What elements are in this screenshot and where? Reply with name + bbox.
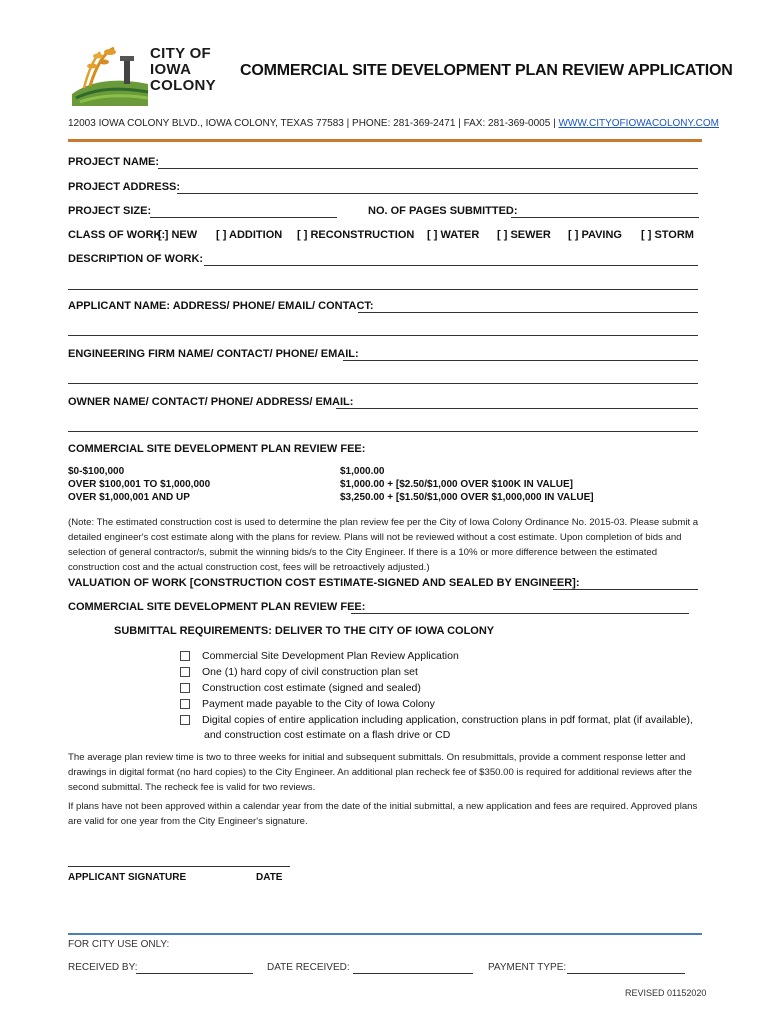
class-option-storm[interactable]: [ ] STORM (641, 229, 694, 241)
checkbox-icon[interactable] (180, 667, 190, 677)
signature-line[interactable] (68, 866, 290, 867)
submittal-item-label: Construction cost estimate (signed and sealed) (202, 682, 421, 694)
submittal-item-label: Commercial Site Development Plan Review Application (202, 650, 459, 662)
applicant-signature-label: APPLICANT SIGNATURE (68, 872, 187, 883)
received-by-field[interactable] (136, 973, 253, 974)
owner-label: OWNER NAME/ CONTACT/ PHONE/ ADDRESS/ EMAIL: (68, 396, 354, 408)
project-size-field[interactable] (150, 217, 337, 218)
owner-field[interactable] (336, 408, 698, 409)
class-option-new[interactable]: [ ] NEW (158, 229, 198, 241)
applicant-field-line-2[interactable] (68, 335, 698, 336)
submittal-item-label: Digital copies of entire application including application, construction plans in pdf format, plat (if available), (202, 714, 693, 726)
logo-line-1: CITY OF (150, 45, 211, 62)
submittal-item-2[interactable] (180, 666, 418, 678)
fee-heading: COMMERCIAL SITE DEVELOPMENT PLAN REVIEW FEE: (68, 443, 366, 455)
page-title: COMMERCIAL SITE DEVELOPMENT PLAN REVIEW APPLICATION (240, 62, 733, 79)
engineering-field-line-2[interactable] (68, 383, 698, 384)
engineering-field[interactable] (343, 360, 698, 361)
engineering-label: ENGINEERING FIRM NAME/ CONTACT/ PHONE/ EMAIL: (68, 348, 359, 360)
submittal-item-4[interactable] (180, 698, 435, 710)
date-received-field[interactable] (353, 973, 473, 974)
fee-range-3: OVER $1,000,001 AND UP (68, 492, 190, 503)
submittal-item-label: One (1) hard copy of civil construction plan set (202, 666, 418, 678)
logo-line-2: IOWA (150, 61, 192, 78)
review-fee-label: COMMERCIAL SITE DEVELOPMENT PLAN REVIEW FEE: (68, 601, 366, 613)
project-address-field[interactable] (177, 193, 698, 194)
submittal-heading: SUBMITTAL REQUIREMENTS: DELIVER TO THE CITY OF IOWA COLONY (114, 625, 495, 637)
submittal-item-3[interactable] (180, 682, 421, 694)
fee-note: (Note: The estimated construction cost is used to determine the plan review fee per the City of Iowa Colony Ordinance No. 2015-03. Please submit a detailed engineer's cost estimate along with the plans for review. Plans will not be reviewed without a cost estimate. Upon completion of bids and selection of general contractor/s, submit the winning bids/s to the City Engineer. If there is a 10% or more difference between the estimated construction cost and the actual construction cost, fees will be retroactively adjusted.) (68, 517, 699, 573)
project-name-field[interactable] (158, 168, 698, 169)
revision-stamp: REVISED 01152020 (625, 988, 707, 998)
project-name-label: PROJECT NAME: (68, 156, 160, 168)
payment-type-field[interactable] (567, 973, 685, 974)
signature-date-label: DATE (256, 872, 283, 883)
fee-amount-2: $1,000.00 + [$2.50/$1,000 OVER $100K IN VALUE] (340, 479, 574, 490)
review-time-paragraph: The average plan review time is two to three weeks for initial and subsequent submittals. On resubmittals, provide a comment response letter and drawings in digital format (no hard copies) to the City Engineer. An additional plan recheck fee of $350.00 is required for additional reviews after the second submittal. The recheck fee is valid for two reviews. (68, 752, 692, 793)
project-size-label: PROJECT SIZE: (68, 205, 152, 217)
checkbox-icon[interactable] (180, 683, 190, 693)
description-label: DESCRIPTION OF WORK: (68, 253, 204, 265)
logo-line-3: COLONY (150, 77, 216, 94)
description-field[interactable] (204, 265, 698, 266)
checkbox-icon[interactable] (180, 715, 190, 725)
pages-submitted-label: NO. OF PAGES SUBMITTED: (368, 205, 518, 217)
class-option-paving[interactable]: [ ] PAVING (568, 229, 622, 241)
class-option-sewer[interactable]: [ ] SEWER (497, 229, 551, 241)
applicant-field[interactable] (358, 312, 698, 313)
date-received-label: DATE RECEIVED: (267, 962, 350, 973)
city-use-heading: FOR CITY USE ONLY: (68, 939, 170, 950)
class-of-work-label: CLASS OF WORK: (68, 229, 166, 241)
submittal-item-5-continued: and construction cost estimate on a flash drive or CD (204, 729, 451, 741)
valuation-label: VALUATION OF WORK [CONSTRUCTION COST ESTIMATE-SIGNED AND SEALED BY ENGINEER]: (68, 577, 580, 589)
website-link[interactable]: WWW.CITYOFIOWACOLONY.COM (558, 118, 720, 129)
project-address-label: PROJECT ADDRESS: (68, 181, 181, 193)
class-option-reconstruction[interactable]: [ ] RECONSTRUCTION (297, 229, 415, 241)
review-fee-field[interactable] (351, 613, 689, 614)
contact-line (68, 118, 719, 129)
valuation-field[interactable] (553, 589, 698, 590)
header-divider (68, 139, 702, 142)
city-logo (70, 44, 220, 106)
checkbox-icon[interactable] (180, 699, 190, 709)
class-option-water[interactable]: [ ] WATER (427, 229, 480, 241)
payment-type-label: PAYMENT TYPE: (488, 962, 567, 973)
submittal-item-1[interactable] (180, 650, 459, 662)
wheat-field-logo-icon (70, 44, 150, 106)
submittal-item-label: Payment made payable to the City of Iowa Colony (202, 698, 435, 710)
received-by-label: RECEIVED BY: (68, 962, 138, 973)
city-use-divider (68, 933, 702, 935)
fee-range-1: $0-$100,000 (68, 466, 125, 477)
applicant-label: APPLICANT NAME: ADDRESS/ PHONE/ EMAIL/ CONTACT: (68, 300, 374, 312)
class-option-addition[interactable]: [ ] ADDITION (216, 229, 283, 241)
approval-validity-paragraph: If plans have not been approved within a calendar year from the date of the initial submittal, a new application and fees are required. Approved plans are valid for one year from the City Engineer's signature. (68, 801, 698, 827)
logo-wordmark (150, 46, 216, 94)
fee-amount-3: $3,250.00 + [$1.50/$1,000 OVER $1,000,000 IN VALUE] (340, 492, 594, 503)
fee-range-2: OVER $100,001 TO $1,000,000 (68, 479, 211, 490)
checkbox-icon[interactable] (180, 651, 190, 661)
fee-amount-1: $1,000.00 (340, 466, 385, 477)
contact-text: 12003 IOWA COLONY BLVD., IOWA COLONY, TEXAS 77583 | PHONE: 281-369-2471 | FAX: 281-369-0005 | (68, 118, 556, 129)
owner-field-line-2[interactable] (68, 431, 698, 432)
submittal-item-5[interactable] (180, 714, 693, 726)
pages-submitted-field[interactable] (511, 217, 699, 218)
description-field-line-2[interactable] (68, 289, 698, 290)
